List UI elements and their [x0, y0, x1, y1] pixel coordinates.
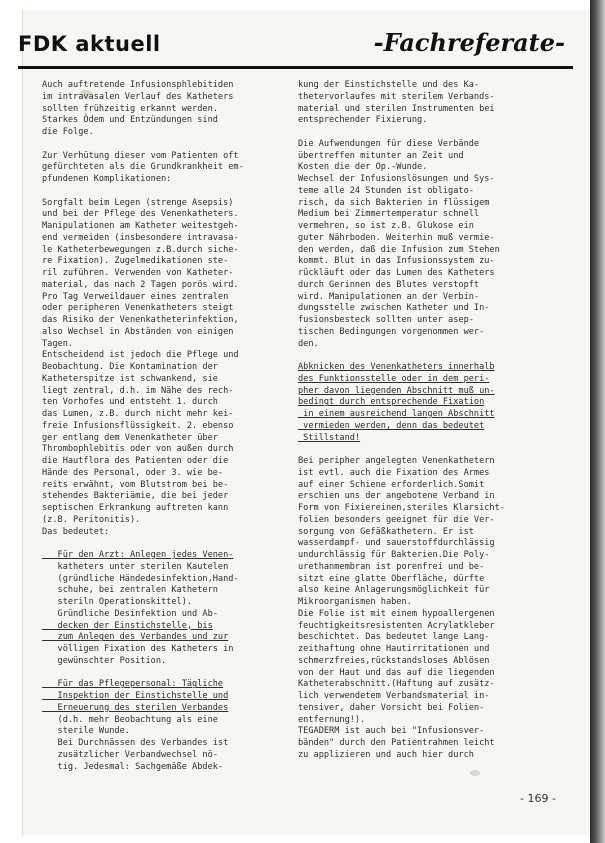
text-line: fusionsbesteck sollten unter asep- — [298, 315, 474, 325]
text-line: decken der Einstichstelle, bis — [42, 620, 213, 631]
text-line: beschichtet. Das bedeutet lange Lang- — [298, 632, 490, 643]
text-line — [298, 444, 568, 456]
text-line: in einem ausreichend langen Abschnitt — [298, 409, 495, 419]
scan-edge — [590, 0, 605, 843]
text-line: ten Vorhofes und entsteht 1. durch — [42, 397, 218, 408]
text-line: material, das nach 2 Tagen porös wird. — [42, 279, 239, 290]
text-line: lich verwendetem Verbandsmaterial in- — [298, 691, 490, 701]
text-line: re Fixation). Zugelmedikationen ste- — [42, 256, 229, 267]
text-line: tig. Jedesmal: Sachgemäße Abdek- — [42, 761, 224, 772]
text-line — [298, 127, 568, 139]
text-line: Stillstand! — [298, 432, 361, 443]
text-line: Sorgfalt beim Legen (strenge Asepsis) — [42, 197, 234, 208]
text-line: Tagen. — [42, 338, 74, 349]
text-line: end vermeiden (insbesondere intravasa- — [42, 232, 239, 243]
text-line: den werden, daß die Infusion zum Stehen — [298, 244, 500, 255]
text-line: tischen Bedingungen vorgenommen wer- — [298, 326, 485, 337]
text-line: auf einer Schiene erforderlich.Somit — [298, 479, 485, 490]
page-header — [18, 28, 573, 62]
text-line: thetervorlaufes mit sterilem Verbands- — [298, 91, 495, 102]
left-text-column — [42, 80, 292, 773]
text-line: vermehren, so ist z.B. Glukose ein — [298, 221, 474, 231]
text-line: Mikroorganismen haben. — [298, 597, 412, 607]
text-line: bänden" durch den Patientrahmen leicht — [298, 738, 495, 748]
text-line: (d.h. mehr Beobachtung als eine — [42, 714, 218, 725]
text-line: zu applizieren und auch hier durch — [298, 749, 474, 760]
text-line: Medium bei Zimmertemperatur schnell — [298, 209, 480, 220]
text-line: Manipulationen am Katheter weitestgeh- — [42, 221, 239, 231]
text-line: die Folge. — [42, 127, 94, 137]
text-line: liegt zentral, d.h. im Nähe des rech- — [42, 385, 234, 396]
text-line: Bei peripher angelegten Venenkathetern — [298, 456, 495, 466]
text-line: zusätzlicher Verbandwechsel nö- — [42, 749, 218, 760]
text-line: das Risiko der Venenkatheterinfektion, — [42, 315, 239, 325]
text-line: Gründliche Desinfektion und Ab- — [42, 608, 218, 619]
text-line: Für das Pflegepersonal: Tägliche — [42, 679, 224, 690]
text-line: ger entlang dem Venenkatheter über — [42, 432, 218, 443]
text-line: sorgung von Gefäßkathetern. Er ist — [298, 526, 474, 537]
text-line: freie Infusionsflüssigkeit. 2. ebenso — [42, 420, 234, 431]
text-line: Abknicken des Venenkatheters innerhalb — [298, 362, 495, 372]
text-line: bedingt durch entsprechende Fixation — [298, 397, 485, 408]
section-title: -Fachreferate- — [373, 28, 565, 57]
page-number: - 169 - — [520, 792, 556, 805]
text-line: undurchlässig für Bakterien.Die Poly- — [298, 550, 490, 560]
text-line: teme alle 24 Stunden ist obligato- — [298, 185, 474, 196]
text-line — [42, 186, 292, 198]
text-line: schuhe, bei zentralen Kathetern — [42, 585, 218, 596]
text-line — [42, 538, 292, 550]
text-line: stehendes Bakteriämie, die bei jeder — [42, 491, 229, 502]
text-line: die Hautflora des Patienten oder die — [42, 456, 229, 466]
text-line: entsprechender Fixierung. — [298, 115, 428, 126]
text-line: oder peripheren Venenkatheters steigt — [42, 303, 234, 314]
text-line: erschien uns der angebotene Verband in — [298, 491, 495, 502]
text-line: im intravasalen Verlauf des Katheters — [42, 91, 234, 102]
text-line: wird. Manipulationen an der Verbin- — [298, 291, 480, 302]
text-line: kommt. Blut in das Infusionssystem zu- — [298, 256, 495, 267]
text-line: Die Folie ist mit einem hypoallergenen — [298, 608, 495, 619]
text-line: völligen Fixation des Katheters in — [42, 644, 234, 654]
text-line: Katheterspitze ist schwankend, sie — [42, 373, 218, 384]
header-rule — [18, 66, 573, 69]
text-line: vermieden werden, denn das bedeutet — [298, 420, 485, 431]
text-line: des Funktionsstelle oder in dem peri- — [298, 373, 490, 384]
text-line: feuchtigkeitsresistenten Acrylatkleber — [298, 620, 495, 631]
text-line: folien besonders geeignet für die Ver- — [298, 514, 495, 525]
text-line: entfernung!). — [298, 714, 366, 725]
text-line: Pro Tag Verweildauer eines zentralen — [42, 291, 229, 302]
text-line: ist evtl. auch die Fixation des Armes — [298, 467, 490, 478]
text-line: TEGADERM ist auch bei "Infusionsver- — [298, 726, 485, 737]
text-line: Beobachtung. Die Kontamination der — [42, 362, 218, 372]
text-line: Thrombophlebitis oder von außen durch — [42, 444, 234, 455]
text-line — [42, 668, 292, 680]
text-line: das Lumen, z.B. durch nicht mehr kei- — [42, 409, 234, 419]
text-line: von der Haut und das auf die liegenden — [298, 667, 495, 678]
text-line: Kosten die der Op.-Wunde. — [298, 162, 428, 173]
text-line: wasserdampf- und sauerstoffdurchlässig — [298, 538, 495, 549]
text-line: also Wechsel in Abständen von einigen — [42, 326, 234, 337]
magazine-title: FDK aktuell — [18, 32, 161, 56]
text-line: durch Gerinnen des Blutes verstopft — [298, 279, 480, 290]
text-line: reits erwähnt, vom Blutstrom bei be- — [42, 479, 229, 490]
text-line: steriln Operationskittel). — [42, 597, 193, 607]
text-line: übertreffen mitunter an Zeit und — [298, 150, 464, 161]
text-line: le Katheterbewegungen z.B.durch siche- — [42, 244, 239, 255]
text-line: also keine Anlagerungsmöglichkeit für — [298, 585, 490, 596]
text-line: Das bedeutet: — [42, 526, 110, 537]
text-line: Erneuerung des sterilen Verbandes — [42, 702, 229, 713]
text-line: Wechsel der Infusionslösungen und Sys- — [298, 174, 495, 184]
text-line: Für den Arzt: Anlegen jedes Venen- — [42, 550, 234, 560]
text-line: Starkes Ödem und Entzündungen sind — [42, 115, 218, 126]
text-line: und bei der Pflege des Venenkatheters. — [42, 209, 239, 220]
text-line: urethanmembran ist porenfrei und be- — [298, 561, 485, 572]
text-line: ril zuführen. Verwenden von Katheter- — [42, 268, 234, 278]
text-line: guter Nährboden. Weiterhin muß vermie- — [298, 232, 495, 243]
text-line: Katheterabschnitt.(Haftung auf zusätz- — [298, 679, 495, 690]
text-line: Auch auftretende Infusionsphlebitiden — [42, 80, 234, 90]
text-line — [298, 350, 568, 362]
text-line: sitzt eine glatte Oberfläche, dürfte — [298, 573, 485, 584]
text-line: schmerzfreies,rückstandsloses Ablösen — [298, 655, 490, 666]
text-line: Bei Durchnässen des Verbandes ist — [42, 738, 229, 748]
text-line: Hände des Personal, oder 3. wie be- — [42, 467, 224, 478]
text-line: sterile Wunde. — [42, 726, 130, 737]
text-line: (gründliche Händedesinfektion,Hand- — [42, 573, 239, 584]
text-line: pfundenen Komplikationen: — [42, 174, 172, 184]
text-line: dungsstelle zwischen Katheter und In- — [298, 303, 490, 314]
text-line — [42, 139, 292, 151]
text-line: septischen Erkrankung auftreten kann — [42, 503, 229, 513]
text-line: Die Aufwendungen für diese Verbände — [298, 138, 480, 149]
text-line: (z.B. Peritonitis). — [42, 514, 141, 525]
page-spot — [470, 770, 480, 776]
text-line: Entscheidend ist jedoch die Pflege und — [42, 350, 239, 361]
text-line: zum Anlegen des Verbandes und zur — [42, 632, 229, 643]
text-line: Zur Verhütung dieser vom Patienten oft — [42, 150, 239, 161]
text-line: gewünschter Position. — [42, 655, 167, 666]
text-line: material und sterilen Instrumenten bei — [298, 103, 495, 114]
text-line: risch, da sich Bakterien in flüssigem — [298, 197, 490, 208]
text-line: zeithaftung ohne Hautirritationen und — [298, 644, 490, 654]
text-line: gefürchteten als die Grundkrankheit em- — [42, 162, 244, 173]
text-line: rückläuft oder das Lumen des Katheters — [298, 268, 495, 278]
text-line: pher davon liegenden Abschnitt muß un- — [298, 385, 495, 396]
text-line: Form von Fixiereinen,steriles Klarsicht- — [298, 503, 505, 513]
right-text-column — [298, 80, 568, 762]
text-line: kung der Einstichstelle und des Ka- — [298, 80, 480, 90]
text-line: den. — [298, 338, 319, 349]
text-line: sollten frühzeitig erkannt werden. — [42, 103, 218, 114]
text-line: katheters unter sterilen Kautelen — [42, 561, 229, 572]
text-line: Inspektion der Einstichstelle und — [42, 691, 229, 701]
text-line: tensiver, daher Vorsicht bei Folien- — [298, 702, 485, 713]
